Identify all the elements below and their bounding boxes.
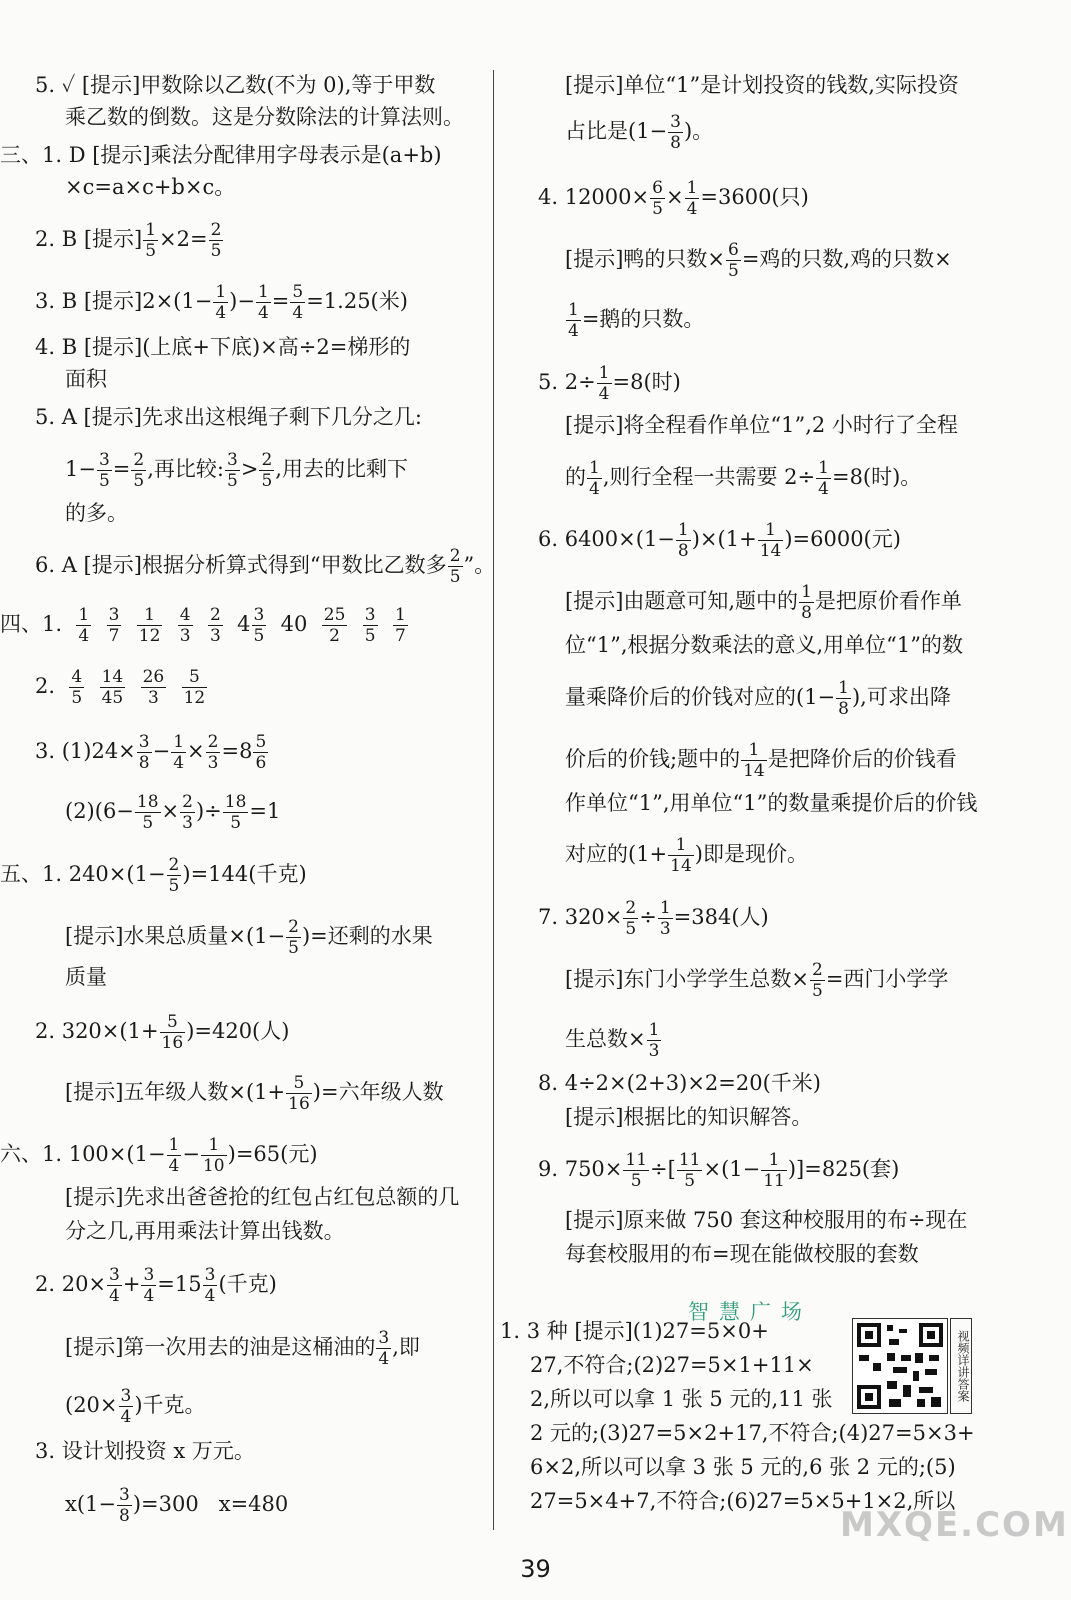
section-3-answer-5-end: 的多。: [65, 501, 128, 525]
section-4-answer-1: 四、1. $\frac{1}{4}$ $\frac{3}{7}$ $\frac{1}{12}$ $\frac{4}{3}$ $\frac{2}{3}$ 4 $\frac{3}{5}$ 40 $\frac{25}{2}$ $\frac{3}{5}$ $\frac{1}{7}$: [0, 605, 406, 646]
answer-6-hint-5: 作单位“1”,用单位“1”的数量乘提价后的价钱: [565, 791, 978, 815]
section-3-answer-4-cont: 面积: [65, 367, 107, 391]
answer-6-hint-2: 位“1”,根据分数乘法的意义,用单位“1”的数: [565, 633, 964, 657]
section-6-answer-3: 3. 设计划投资 x 万元。: [35, 1439, 255, 1463]
section-6-answer-1-hint-cont: 分之几,再用乘法计算出钱数。: [65, 1219, 345, 1243]
section-5-answer-1-hint-cont: 质量: [65, 965, 107, 989]
answer-6: 6. 6400×(1− $\frac{1}{8}$ )×(1+ $\frac{1}{14}$ )=6000(元): [538, 520, 901, 561]
answer-8: 8. 4÷2×(2+3)×2=20(千米): [538, 1071, 821, 1095]
qr-label: 视频详讲答案: [950, 1318, 972, 1414]
answer-9-hint: [提示]原来做 750 套这种校服用的布÷现在: [565, 1208, 968, 1232]
answer-4-hint: [提示]鸭的只数× $\frac{6}{5}$ =鸡的只数,鸡的只数×: [565, 240, 952, 281]
section-5-answer-2: 2. 320×(1+ $\frac{5}{16}$ )=420(人): [35, 1012, 290, 1053]
answer-4-hint-cont: $\frac{1}{4}$ =鹅的只数。: [568, 300, 705, 341]
answer-5-check: 5. ✓ [提示]甲数除以乙数(不为 0),等于甲数: [35, 73, 436, 97]
section-3-answer-3: 3. B [提示]2×(1− $\frac{1}{4}$ )− $\frac{1}{4}$ = $\frac{5}{4}$ =1.25(米): [35, 282, 408, 323]
qr-code-graphic: [853, 1319, 947, 1413]
fraction: $\frac{1}{5}$: [145, 220, 157, 261]
wisdom-answer-1: 1. 3 种 [提示](1)27=5×0+: [500, 1319, 769, 1343]
answer-7: 7. 320× $\frac{2}{5}$ ÷ $\frac{1}{3}$ =384(人): [538, 898, 769, 939]
section-3-answer-6: 6. A [提示]根据分析算式得到“甲数比乙数多 $\frac{2}{5}$ ”。: [35, 546, 496, 587]
answer-8-hint: [提示]根据比的知识解答。: [565, 1105, 813, 1129]
wisdom-answer-1-line5: 6×2,所以可以拿 3 张 5 元的,6 张 2 元的;(5): [530, 1455, 956, 1479]
section-4-answer-3-1: 3. (1)24× $\frac{3}{8}$ − $\frac{1}{4}$ × $\frac{2}{3}$ =8 $\frac{5}{6}$: [35, 732, 267, 773]
answer-6-hint-3: 量乘降价后的价钱对应的(1− $\frac{1}{8}$ ),可求出降: [565, 678, 951, 719]
section-6-answer-1: 六、1. 100×(1− $\frac{1}{4}$ − $\frac{1}{10}$ )=65(元): [0, 1135, 318, 1176]
fraction: $\frac{2}{5}$: [210, 220, 222, 261]
section-3-answer-5-formula: 1− $\frac{3}{5}$ = $\frac{2}{5}$ ,再比较: $\frac{3}{5}$ > $\frac{2}{5}$ ,用去的比剩下: [65, 450, 408, 491]
section-6-answer-3-equation: x(1− $\frac{3}{8}$ )=300 x=480: [65, 1485, 289, 1526]
hint-3-cont: 占比是(1− $\frac{3}{8}$ )。: [565, 112, 714, 153]
answer-4: 4. 12000× $\frac{6}{5}$ × $\frac{1}{4}$ =3600(只): [538, 178, 809, 219]
section-3-answer-4: 4. B [提示](上底+下底)×高÷2=梯形的: [35, 335, 411, 359]
section-5-answer-1: 五、1. 240×(1− $\frac{2}{5}$ )=144(千克): [0, 855, 307, 896]
answer-6-hint-4: 价后的价钱;题中的 $\frac{1}{14}$ 是把降价后的价钱看: [565, 740, 957, 781]
section-5-answer-1-hint: [提示]水果总质量×(1− $\frac{2}{5}$ )=还剩的水果: [65, 917, 433, 958]
page-number: 39: [520, 1555, 551, 1583]
wisdom-answer-1-line2: 27,不符合;(2)27=5×1+11×: [530, 1353, 814, 1377]
section-4-answer-3-2: (2)(6− $\frac{18}{5}$ × $\frac{2}{3}$ )÷ $\frac{18}{5}$ =1: [65, 792, 281, 833]
answer-9: 9. 750× $\frac{11}{5}$ ÷[ $\frac{11}{5}$ ×(1− $\frac{1}{11}$ )]=825(套): [538, 1150, 900, 1191]
section-6-answer-2-hint-cont: (20× $\frac{3}{4}$ )千克。: [65, 1386, 206, 1427]
answer-9-hint-cont: 每套校服用的布=现在能做校服的套数: [565, 1242, 919, 1266]
answer-6-hint-6: 对应的(1+ $\frac{1}{14}$ )即是现价。: [565, 835, 808, 876]
section-title-wisdom-square: 智慧广场: [688, 1300, 812, 1324]
answer-7-hint-cont: 生总数× $\frac{1}{3}$: [565, 1020, 660, 1061]
qr-code[interactable]: [852, 1318, 948, 1414]
wisdom-answer-1-line6: 27=5×4+7,不符合;(6)27=5×5+1×2,所以: [530, 1489, 956, 1513]
hint-3: [提示]单位“1”是计划投资的钱数,实际投资: [565, 73, 959, 97]
watermark: MXQE.COM: [840, 1505, 1069, 1545]
answer-5-hint-cont: 的 $\frac{1}{4}$ ,则行全程一共需要 2÷ $\frac{1}{4}$ =8(时)。: [565, 458, 922, 499]
section-6-answer-2-hint: [提示]第一次用去的油是这桶油的 $\frac{3}{4}$ ,即: [65, 1328, 420, 1369]
section-3-answer-1-cont: ×c=a×c+b×c。: [65, 175, 236, 199]
section-6-answer-1-hint: [提示]先求出爸爸抢的红包占红包总额的几: [65, 1185, 460, 1209]
column-divider: [493, 70, 494, 1530]
answer-6-hint-1: [提示]由题意可知,题中的 $\frac{1}{8}$ 是把原价看作单: [565, 582, 962, 623]
section-3-answer-1: 三、1. D [提示]乘法分配律用字母表示是(a+b): [0, 143, 442, 167]
section-5-answer-2-hint: [提示]五年级人数×(1+ $\frac{5}{16}$ )=六年级人数: [65, 1073, 444, 1114]
answer-7-hint: [提示]东门小学学生总数× $\frac{2}{5}$ =西门小学学: [565, 960, 949, 1001]
prefix: 2. B [提示]: [35, 227, 143, 251]
section-3-answer-5: 5. A [提示]先求出这根绳子剩下几分之几:: [35, 405, 423, 429]
section-4-answer-2: 2. $\frac{4}{5}$ $\frac{14}{45}$ $\frac{26}{3}$ $\frac{5}{12}$: [35, 667, 206, 708]
answer-5-cont: 乘乙数的倒数。这是分数除法的计算法则。: [65, 105, 464, 129]
prefix: 3. B [提示]2×(1−: [35, 289, 213, 313]
section-3-answer-2: 2. B [提示] $\frac{1}{5}$ ×2= $\frac{2}{5}$: [35, 220, 222, 261]
answer-5: 5. 2÷ $\frac{1}{4}$ =8(时): [538, 363, 681, 404]
answer-5-hint: [提示]将全程看作单位“1”,2 小时行了全程: [565, 413, 958, 437]
wisdom-answer-1-line4: 2 元的;(3)27=5×2+17,不符合;(4)27=5×3+: [530, 1421, 975, 1445]
section-6-answer-2: 2. 20× $\frac{3}{4}$ + $\frac{3}{4}$ =15 $\frac{3}{4}$ (千克): [35, 1265, 277, 1306]
wisdom-answer-1-line3: 2,所以可以拿 1 张 5 元的,11 张: [530, 1387, 833, 1411]
